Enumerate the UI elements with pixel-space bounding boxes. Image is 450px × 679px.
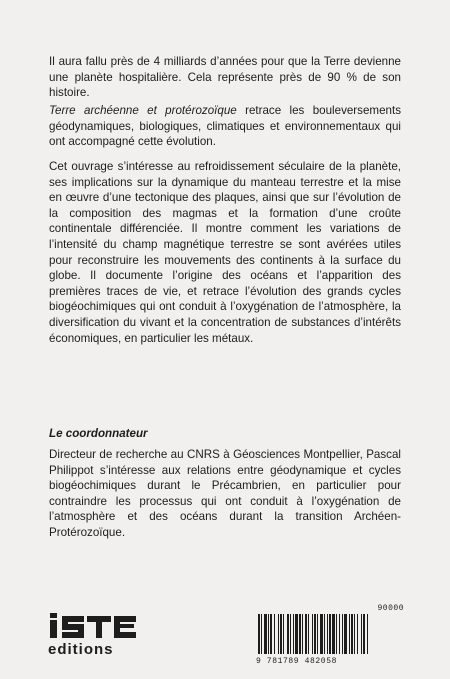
barcode-bar bbox=[344, 614, 347, 654]
isbn-number: 9 781789 482058 bbox=[256, 657, 338, 666]
barcode-bar bbox=[293, 614, 294, 654]
editions-wordmark: editions bbox=[48, 641, 114, 658]
barcode-bar bbox=[357, 614, 358, 654]
barcode-bar bbox=[308, 614, 309, 654]
barcode-bar bbox=[302, 614, 303, 654]
barcode-bar bbox=[320, 614, 323, 654]
barcode-bar bbox=[290, 614, 291, 654]
barcode-bars bbox=[256, 614, 404, 654]
iste-editions-logo bbox=[48, 612, 148, 658]
coordinator-heading: Le coordonnateur bbox=[49, 427, 148, 440]
barcode-bar bbox=[339, 614, 340, 654]
book-title: Terre archéenne et protérozoïque bbox=[49, 104, 237, 117]
barcode-bar bbox=[327, 614, 328, 654]
barcode-bar bbox=[363, 614, 365, 654]
barcode-bar bbox=[268, 614, 269, 654]
barcode-bar bbox=[361, 614, 362, 654]
barcode-bar bbox=[354, 614, 355, 654]
barcode-bar bbox=[351, 614, 353, 654]
barcode-bar bbox=[342, 614, 343, 654]
barcode-bar bbox=[314, 614, 316, 654]
barcode-bar bbox=[278, 614, 279, 654]
intro-paragraph: Il aura fallu près de 4 milliards d’années pour que la Terre devienne une planète hospitalière. Cela représente près de 90 % de son histoire. bbox=[49, 55, 401, 100]
barcode-bar bbox=[299, 614, 301, 654]
barcode-bar bbox=[336, 614, 337, 654]
summary-paragraph bbox=[49, 103, 401, 150]
barcode-bar bbox=[317, 614, 318, 654]
price-code: 90000 bbox=[377, 604, 404, 613]
barcode-bar bbox=[280, 614, 282, 654]
barcode-bar bbox=[287, 614, 289, 654]
barcode-bar bbox=[274, 614, 275, 654]
body-paragraph: Cet ouvrage s’intéresse au refroidissement séculaire de la planète, ses implications sur la dynamique du manteau terrestre et la mise en œuvre d’une tectonique des plaques, ainsi que sur l’évolution de la composition des magmas et la formation d’une croûte continentale différenciée. Il montre comment les variations de l’intensité du champ magnétique terrestre se sont avérées utiles pour reconstruire les mouvements des continents à la surface du globe. Il documente l’origine des océans et l’apparition des premières traces de vie, et retrace l’évolution des grands cycles biogéochimiques qui ont conduit à l’oxygénation de l’atmosphère, la diversification du vivant et la concentration de substances d’intérêts économiques, en particulier les métaux. bbox=[49, 160, 401, 345]
barcode-bar bbox=[261, 614, 262, 654]
barcode-bar bbox=[312, 614, 313, 654]
barcode-bar bbox=[332, 614, 335, 654]
barcode-bar bbox=[324, 614, 325, 654]
summary-text: retrace les bouleversements géodynamiques, biologiques, climatiques et environnementaux qui ont accompagné cette évolution. bbox=[49, 104, 401, 149]
barcode-bar bbox=[283, 614, 284, 654]
barcode-bar bbox=[349, 614, 350, 654]
barcode-bar bbox=[258, 614, 260, 654]
barcode-bar bbox=[264, 614, 267, 654]
barcode-bar bbox=[295, 614, 298, 654]
coordinator-paragraph: Directeur de recherche au CNRS à Géosciences Montpellier, Pascal Philippot s’intéresse aux relations entre géodynamique et cycles biogéochimiques durant le Précambrien, en particulier pour contraindre les processus qui ont conduit à l’oxygénation de l’atmosphère et des océans durant la transition Archéen-Protérozoïque. bbox=[49, 448, 401, 539]
barcode-bar bbox=[270, 614, 272, 654]
barcode-bar bbox=[367, 614, 368, 654]
isbn-barcode bbox=[256, 604, 404, 666]
barcode-bar bbox=[305, 614, 307, 654]
barcode-bar bbox=[329, 614, 331, 654]
